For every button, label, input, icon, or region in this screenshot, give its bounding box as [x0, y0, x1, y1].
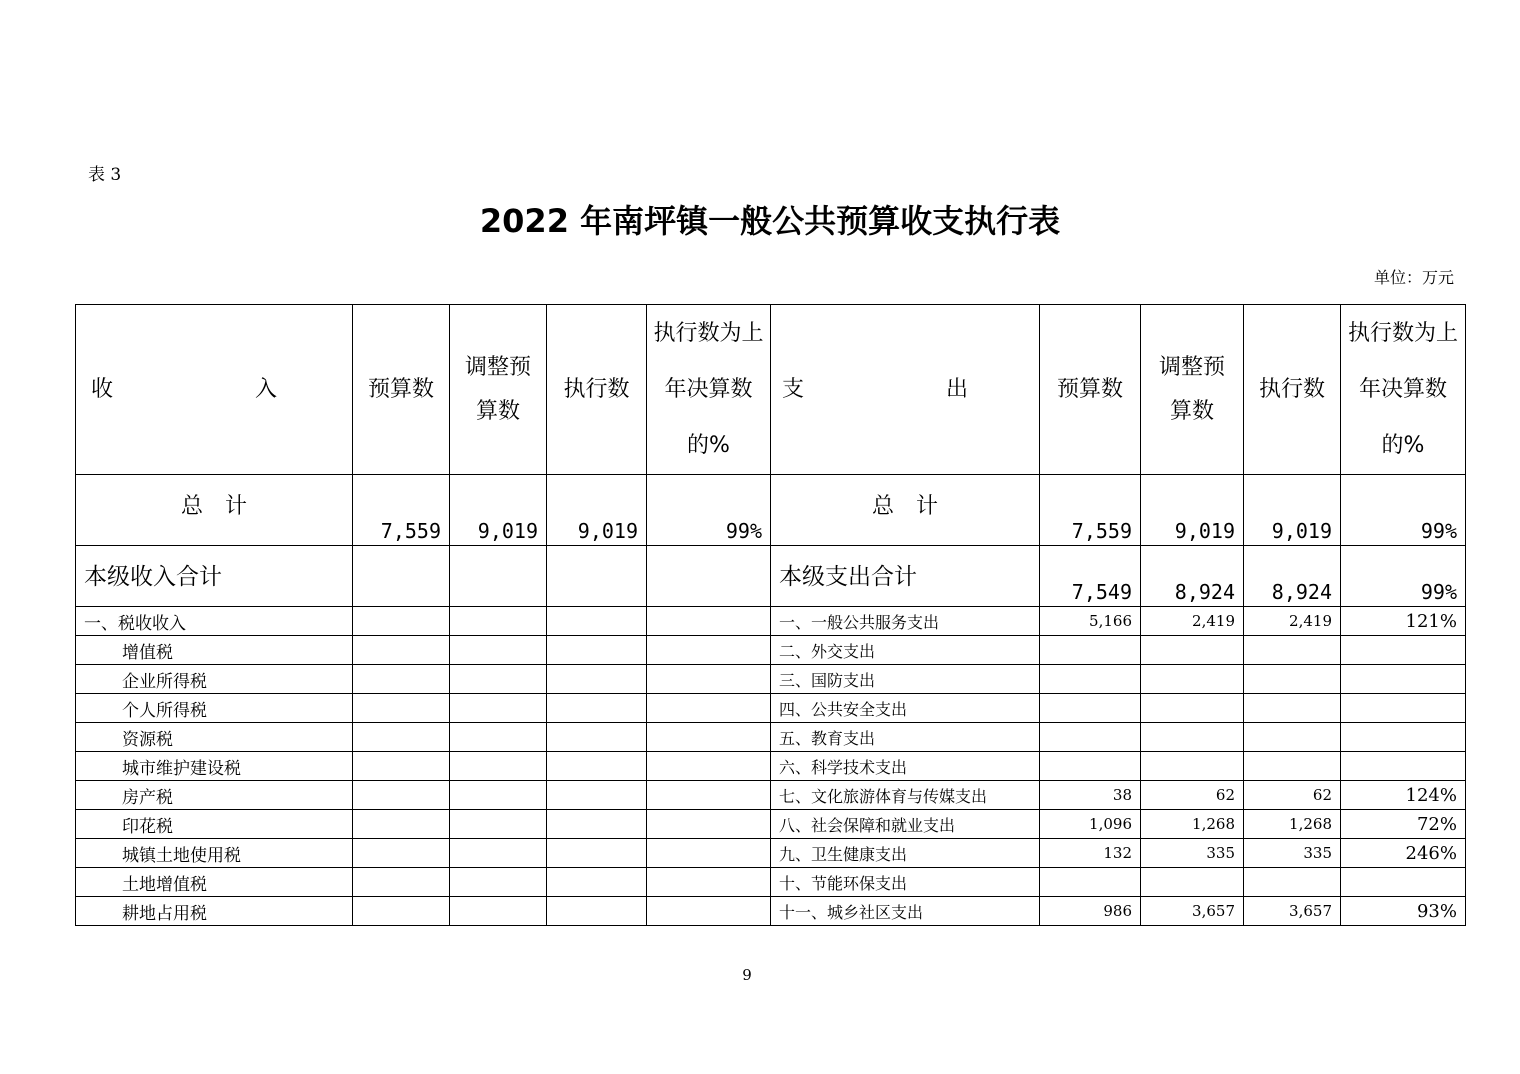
expense-cell: 十一、城乡社区支出	[771, 897, 1040, 926]
income-executed-cell	[547, 723, 647, 752]
expense-cell: 一、一般公共服务支出	[771, 607, 1040, 636]
header-budget: 预算数	[353, 305, 450, 475]
header-row	[76, 305, 1466, 475]
income-adjusted-cell	[450, 665, 547, 694]
income-total-label: 总 计	[76, 475, 353, 546]
income-cell: 土地增值税	[76, 868, 353, 897]
expense-executed-cell: 1,268	[1244, 810, 1341, 839]
expense-level-executed: 8,924	[1244, 546, 1341, 607]
income-ratio-cell	[647, 810, 771, 839]
header-adjusted-2: 调整预算数	[1141, 305, 1244, 475]
header-executed: 执行数	[547, 305, 647, 475]
table-label: 表 3	[88, 165, 122, 185]
income-budget-cell	[353, 665, 450, 694]
income-cell: 城市维护建设税	[76, 752, 353, 781]
budget-table	[75, 304, 1466, 926]
expense-level-adjusted: 8,924	[1141, 546, 1244, 607]
expense-total-executed: 9,019	[1244, 475, 1341, 546]
expense-cell: 六、科学技术支出	[771, 752, 1040, 781]
income-cell: 增值税	[76, 636, 353, 665]
expense-executed-cell	[1244, 752, 1341, 781]
expense-total-budget: 7,559	[1040, 475, 1141, 546]
expense-executed-cell	[1244, 694, 1341, 723]
income-cell: 城镇土地使用税	[76, 839, 353, 868]
income-budget-cell	[353, 781, 450, 810]
table-row	[76, 636, 1466, 665]
expense-total-ratio: 99%	[1341, 475, 1466, 546]
income-executed-cell	[547, 636, 647, 665]
table-row	[76, 723, 1466, 752]
table-row	[76, 810, 1466, 839]
income-level-budget	[353, 546, 450, 607]
expense-total-label: 总 计	[771, 475, 1040, 546]
income-total-budget: 7,559	[353, 475, 450, 546]
expense-cell: 八、社会保障和就业支出	[771, 810, 1040, 839]
income-executed-cell	[547, 897, 647, 926]
expense-adjusted-cell	[1141, 665, 1244, 694]
income-cell: 资源税	[76, 723, 353, 752]
income-budget-cell	[353, 810, 450, 839]
income-executed-cell	[547, 694, 647, 723]
expense-level-budget: 7,549	[1040, 546, 1141, 607]
expense-ratio-cell: 72%	[1341, 810, 1466, 839]
table-row	[76, 897, 1466, 926]
income-executed-cell	[547, 607, 647, 636]
income-executed-cell	[547, 868, 647, 897]
expense-adjusted-cell	[1141, 694, 1244, 723]
income-ratio-cell	[647, 839, 771, 868]
income-adjusted-cell	[450, 694, 547, 723]
income-adjusted-cell	[450, 607, 547, 636]
income-executed-cell	[547, 752, 647, 781]
expense-adjusted-cell: 2,419	[1141, 607, 1244, 636]
expense-ratio-cell: 246%	[1341, 839, 1466, 868]
income-executed-cell	[547, 781, 647, 810]
header-income: 收 入	[76, 305, 353, 475]
expense-ratio-cell: 124%	[1341, 781, 1466, 810]
income-executed-cell	[547, 839, 647, 868]
expense-cell: 五、教育支出	[771, 723, 1040, 752]
income-adjusted-cell	[450, 723, 547, 752]
total-row	[76, 475, 1466, 546]
unit-label: 单位：万元	[1373, 268, 1454, 287]
income-ratio-cell	[647, 781, 771, 810]
expense-budget-cell: 38	[1040, 781, 1141, 810]
header-ratio-2: 执行数为上年决算数的%	[1341, 305, 1466, 475]
header-budget-2: 预算数	[1040, 305, 1141, 475]
income-ratio-cell	[647, 868, 771, 897]
income-cell: 企业所得税	[76, 665, 353, 694]
expense-adjusted-cell: 3,657	[1141, 897, 1244, 926]
income-adjusted-cell	[450, 810, 547, 839]
income-ratio-cell	[647, 694, 771, 723]
expense-total-adjusted: 9,019	[1141, 475, 1244, 546]
income-level-executed	[547, 546, 647, 607]
expense-budget-cell: 986	[1040, 897, 1141, 926]
expense-ratio-cell: 93%	[1341, 897, 1466, 926]
expense-cell: 九、卫生健康支出	[771, 839, 1040, 868]
income-budget-cell	[353, 723, 450, 752]
page-number: 9	[742, 966, 752, 984]
expense-executed-cell	[1244, 868, 1341, 897]
expense-adjusted-cell: 1,268	[1141, 810, 1244, 839]
income-level-adjusted	[450, 546, 547, 607]
income-ratio-cell	[647, 723, 771, 752]
income-budget-cell	[353, 694, 450, 723]
income-budget-cell	[353, 636, 450, 665]
expense-cell: 三、国防支出	[771, 665, 1040, 694]
income-adjusted-cell	[450, 897, 547, 926]
income-adjusted-cell	[450, 636, 547, 665]
expense-adjusted-cell: 335	[1141, 839, 1244, 868]
income-cell: 一、税收收入	[76, 607, 353, 636]
table-row	[76, 781, 1466, 810]
income-executed-cell	[547, 665, 647, 694]
expense-ratio-cell	[1341, 723, 1466, 752]
table-row	[76, 665, 1466, 694]
expense-ratio-cell: 121%	[1341, 607, 1466, 636]
expense-ratio-cell	[1341, 636, 1466, 665]
income-cell: 耕地占用税	[76, 897, 353, 926]
expense-executed-cell: 2,419	[1244, 607, 1341, 636]
income-total-executed: 9,019	[547, 475, 647, 546]
expense-budget-cell: 5,166	[1040, 607, 1141, 636]
income-level-label: 本级收入合计	[76, 546, 353, 607]
income-cell: 房产税	[76, 781, 353, 810]
income-budget-cell	[353, 868, 450, 897]
expense-adjusted-cell: 62	[1141, 781, 1244, 810]
expense-budget-cell	[1040, 694, 1141, 723]
income-ratio-cell	[647, 665, 771, 694]
header-executed-2: 执行数	[1244, 305, 1341, 475]
expense-ratio-cell	[1341, 868, 1466, 897]
expense-ratio-cell	[1341, 665, 1466, 694]
expense-ratio-cell	[1341, 694, 1466, 723]
income-ratio-cell	[647, 636, 771, 665]
income-adjusted-cell	[450, 839, 547, 868]
expense-budget-cell	[1040, 723, 1141, 752]
expense-level-label: 本级支出合计	[771, 546, 1040, 607]
expense-level-ratio: 99%	[1341, 546, 1466, 607]
income-ratio-cell	[647, 897, 771, 926]
level-total-row	[76, 546, 1466, 607]
income-budget-cell	[353, 752, 450, 781]
expense-executed-cell: 3,657	[1244, 897, 1341, 926]
expense-executed-cell	[1244, 723, 1341, 752]
income-adjusted-cell	[450, 752, 547, 781]
expense-ratio-cell	[1341, 752, 1466, 781]
page-title: 2022 年南坪镇一般公共预算收支执行表	[479, 202, 1061, 240]
expense-budget-cell: 1,096	[1040, 810, 1141, 839]
expense-cell: 十、节能环保支出	[771, 868, 1040, 897]
expense-executed-cell: 335	[1244, 839, 1341, 868]
income-ratio-cell	[647, 607, 771, 636]
expense-cell: 七、文化旅游体育与传媒支出	[771, 781, 1040, 810]
income-ratio-cell	[647, 752, 771, 781]
header-expense: 支 出	[771, 305, 1040, 475]
income-budget-cell	[353, 897, 450, 926]
header-adjusted: 调整预算数	[450, 305, 547, 475]
table-row	[76, 839, 1466, 868]
expense-budget-cell: 132	[1040, 839, 1141, 868]
income-adjusted-cell	[450, 781, 547, 810]
expense-executed-cell: 62	[1244, 781, 1341, 810]
expense-cell: 二、外交支出	[771, 636, 1040, 665]
expense-adjusted-cell	[1141, 636, 1244, 665]
income-total-ratio: 99%	[647, 475, 771, 546]
income-executed-cell	[547, 810, 647, 839]
expense-budget-cell	[1040, 665, 1141, 694]
income-cell: 印花税	[76, 810, 353, 839]
table-row	[76, 607, 1466, 636]
income-level-ratio	[647, 546, 771, 607]
header-ratio: 执行数为上年决算数的%	[647, 305, 771, 475]
item-rows	[76, 607, 1466, 926]
table-row	[76, 868, 1466, 897]
income-cell: 个人所得税	[76, 694, 353, 723]
income-total-adjusted: 9,019	[450, 475, 547, 546]
expense-budget-cell	[1040, 636, 1141, 665]
expense-adjusted-cell	[1141, 752, 1244, 781]
table-row	[76, 694, 1466, 723]
income-budget-cell	[353, 839, 450, 868]
table-row	[76, 752, 1466, 781]
expense-executed-cell	[1244, 665, 1341, 694]
expense-executed-cell	[1244, 636, 1341, 665]
expense-adjusted-cell	[1141, 723, 1244, 752]
expense-budget-cell	[1040, 752, 1141, 781]
expense-adjusted-cell	[1141, 868, 1244, 897]
expense-budget-cell	[1040, 868, 1141, 897]
income-budget-cell	[353, 607, 450, 636]
income-adjusted-cell	[450, 868, 547, 897]
expense-cell: 四、公共安全支出	[771, 694, 1040, 723]
